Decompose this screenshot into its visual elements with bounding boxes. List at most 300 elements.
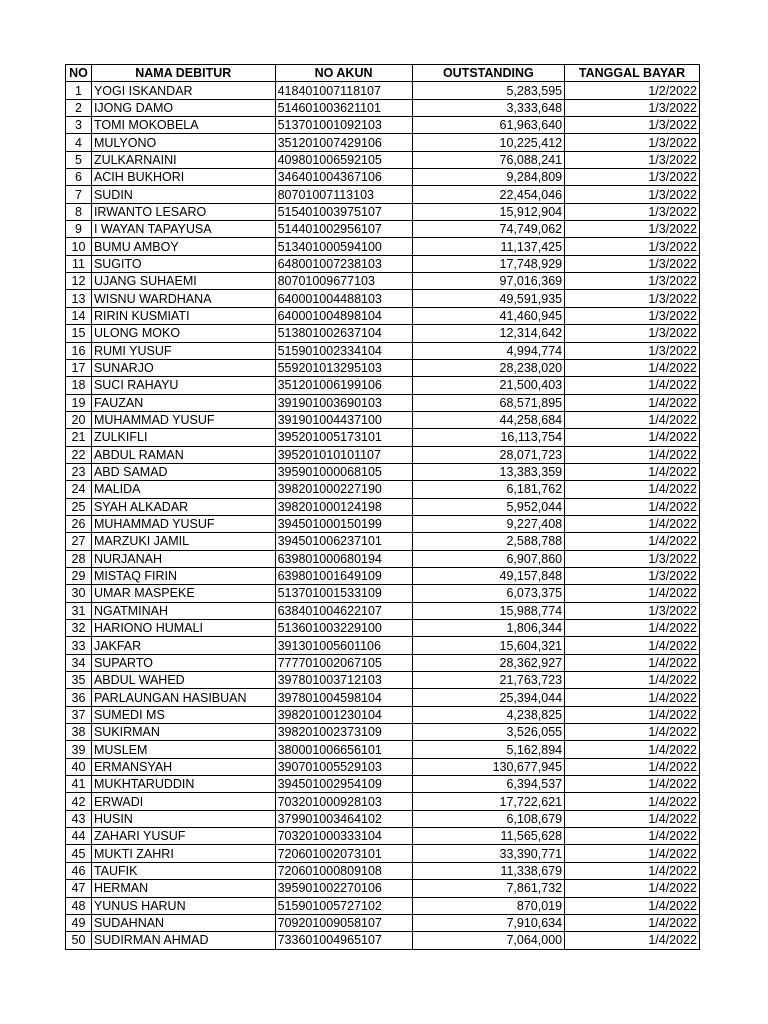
cell-no: 10 [66, 238, 92, 255]
cell-outstanding: 9,227,408 [412, 515, 565, 532]
header-nama-debitur: NAMA DEBITUR [91, 65, 275, 82]
cell-tanggal-bayar: 1/4/2022 [565, 845, 700, 862]
cell-no-akun: 733601004965107 [275, 932, 412, 949]
table-row [66, 117, 700, 134]
cell-outstanding: 49,157,848 [412, 567, 565, 584]
table-row [66, 481, 700, 498]
cell-no-akun: 514401002956107 [275, 221, 412, 238]
cell-no-akun: 391301005601106 [275, 637, 412, 654]
table-row [66, 290, 700, 307]
cell-outstanding: 76,088,241 [412, 151, 565, 168]
cell-no: 32 [66, 620, 92, 637]
cell-no: 37 [66, 706, 92, 723]
cell-no-akun: 513801002637104 [275, 325, 412, 342]
cell-outstanding: 3,333,648 [412, 99, 565, 116]
cell-nama-debitur: ZULKARNAINI [91, 151, 275, 168]
cell-tanggal-bayar: 1/4/2022 [565, 828, 700, 845]
cell-no: 40 [66, 758, 92, 775]
cell-no-akun: 380001006656101 [275, 741, 412, 758]
cell-tanggal-bayar: 1/3/2022 [565, 325, 700, 342]
cell-outstanding: 7,064,000 [412, 932, 565, 949]
cell-nama-debitur: TAUFIK [91, 862, 275, 879]
cell-no-akun: 391901003690103 [275, 394, 412, 411]
cell-no: 22 [66, 446, 92, 463]
cell-no: 41 [66, 776, 92, 793]
table-row [66, 810, 700, 827]
cell-outstanding: 68,571,895 [412, 394, 565, 411]
cell-outstanding: 7,910,634 [412, 914, 565, 931]
table-row [66, 724, 700, 741]
cell-nama-debitur: SYAH ALKADAR [91, 498, 275, 515]
cell-tanggal-bayar: 1/4/2022 [565, 724, 700, 741]
cell-no-akun: 390701005529103 [275, 758, 412, 775]
cell-no: 20 [66, 411, 92, 428]
header-row [66, 65, 700, 82]
cell-outstanding: 44,258,684 [412, 411, 565, 428]
table-row [66, 273, 700, 290]
cell-no-akun: 346401004367106 [275, 169, 412, 186]
cell-tanggal-bayar: 1/4/2022 [565, 411, 700, 428]
cell-tanggal-bayar: 1/4/2022 [565, 776, 700, 793]
cell-no: 25 [66, 498, 92, 515]
cell-no: 38 [66, 724, 92, 741]
table-row [66, 620, 700, 637]
cell-no-akun: 513601003229100 [275, 620, 412, 637]
cell-tanggal-bayar: 1/3/2022 [565, 221, 700, 238]
cell-nama-debitur: MISTAQ FIRIN [91, 567, 275, 584]
cell-tanggal-bayar: 1/2/2022 [565, 82, 700, 99]
cell-tanggal-bayar: 1/4/2022 [565, 793, 700, 810]
cell-no-akun: 515401003975107 [275, 203, 412, 220]
cell-no: 12 [66, 273, 92, 290]
cell-nama-debitur: HARIONO HUMALI [91, 620, 275, 637]
cell-outstanding: 17,748,929 [412, 255, 565, 272]
cell-nama-debitur: SUNARJO [91, 359, 275, 376]
cell-outstanding: 5,162,894 [412, 741, 565, 758]
cell-no-akun: 397801003712103 [275, 672, 412, 689]
table-row [66, 914, 700, 931]
cell-outstanding: 6,181,762 [412, 481, 565, 498]
cell-no: 47 [66, 880, 92, 897]
cell-nama-debitur: BUMU AMBOY [91, 238, 275, 255]
cell-tanggal-bayar: 1/3/2022 [565, 169, 700, 186]
cell-nama-debitur: MARZUKI JAMIL [91, 533, 275, 550]
cell-outstanding: 16,113,754 [412, 429, 565, 446]
cell-outstanding: 6,907,860 [412, 550, 565, 567]
cell-outstanding: 15,604,321 [412, 637, 565, 654]
cell-no: 35 [66, 672, 92, 689]
table-row [66, 411, 700, 428]
cell-outstanding: 49,591,935 [412, 290, 565, 307]
cell-nama-debitur: HUSIN [91, 810, 275, 827]
cell-no-akun: 395201005173101 [275, 429, 412, 446]
cell-no: 34 [66, 654, 92, 671]
cell-no: 33 [66, 637, 92, 654]
cell-no-akun: 720601002073101 [275, 845, 412, 862]
cell-tanggal-bayar: 1/4/2022 [565, 914, 700, 931]
cell-outstanding: 6,108,679 [412, 810, 565, 827]
cell-tanggal-bayar: 1/4/2022 [565, 446, 700, 463]
cell-nama-debitur: YOGI ISKANDAR [91, 82, 275, 99]
cell-tanggal-bayar: 1/3/2022 [565, 151, 700, 168]
cell-no: 49 [66, 914, 92, 931]
cell-tanggal-bayar: 1/4/2022 [565, 758, 700, 775]
table-row [66, 186, 700, 203]
cell-no: 14 [66, 307, 92, 324]
cell-no: 3 [66, 117, 92, 134]
cell-tanggal-bayar: 1/3/2022 [565, 255, 700, 272]
table-row [66, 585, 700, 602]
table-row [66, 758, 700, 775]
cell-no: 50 [66, 932, 92, 949]
cell-nama-debitur: MUHAMMAD YUSUF [91, 411, 275, 428]
table-row [66, 515, 700, 532]
cell-nama-debitur: ZAHARI YUSUF [91, 828, 275, 845]
cell-tanggal-bayar: 1/4/2022 [565, 377, 700, 394]
cell-tanggal-bayar: 1/4/2022 [565, 880, 700, 897]
cell-nama-debitur: ABDUL RAMAN [91, 446, 275, 463]
cell-nama-debitur: RUMI YUSUF [91, 342, 275, 359]
cell-nama-debitur: WISNU WARDHANA [91, 290, 275, 307]
cell-no: 4 [66, 134, 92, 151]
cell-outstanding: 11,338,679 [412, 862, 565, 879]
table-row [66, 637, 700, 654]
table-row [66, 134, 700, 151]
cell-tanggal-bayar: 1/4/2022 [565, 463, 700, 480]
cell-outstanding: 5,952,044 [412, 498, 565, 515]
cell-no-akun: 639801000680194 [275, 550, 412, 567]
cell-no-akun: 638401004622107 [275, 602, 412, 619]
cell-no-akun: 559201013295103 [275, 359, 412, 376]
cell-nama-debitur: I WAYAN TAPAYUSA [91, 221, 275, 238]
cell-tanggal-bayar: 1/4/2022 [565, 706, 700, 723]
cell-tanggal-bayar: 1/3/2022 [565, 307, 700, 324]
cell-no-akun: 395901000068105 [275, 463, 412, 480]
cell-nama-debitur: SUDIN [91, 186, 275, 203]
cell-no-akun: 394501000150199 [275, 515, 412, 532]
cell-no: 23 [66, 463, 92, 480]
table-row [66, 255, 700, 272]
cell-no: 36 [66, 689, 92, 706]
table-row [66, 776, 700, 793]
table-row [66, 169, 700, 186]
cell-nama-debitur: MULYONO [91, 134, 275, 151]
cell-tanggal-bayar: 1/4/2022 [565, 932, 700, 949]
cell-no-akun: 720601000809108 [275, 862, 412, 879]
cell-no: 31 [66, 602, 92, 619]
cell-no: 29 [66, 567, 92, 584]
cell-no: 30 [66, 585, 92, 602]
cell-tanggal-bayar: 1/3/2022 [565, 290, 700, 307]
cell-no: 46 [66, 862, 92, 879]
cell-no-akun: 640001004488103 [275, 290, 412, 307]
cell-nama-debitur: ERMANSYAH [91, 758, 275, 775]
cell-nama-debitur: SUPARTO [91, 654, 275, 671]
cell-outstanding: 97,016,369 [412, 273, 565, 290]
table-row [66, 654, 700, 671]
table-row [66, 672, 700, 689]
cell-outstanding: 11,565,628 [412, 828, 565, 845]
cell-outstanding: 7,861,732 [412, 880, 565, 897]
cell-outstanding: 1,806,344 [412, 620, 565, 637]
cell-no: 7 [66, 186, 92, 203]
cell-nama-debitur: ABD SAMAD [91, 463, 275, 480]
table-row [66, 307, 700, 324]
cell-no-akun: 515901005727102 [275, 897, 412, 914]
cell-outstanding: 2,588,788 [412, 533, 565, 550]
cell-tanggal-bayar: 1/4/2022 [565, 533, 700, 550]
table-row [66, 741, 700, 758]
table-row [66, 706, 700, 723]
cell-no: 1 [66, 82, 92, 99]
table-row [66, 463, 700, 480]
cell-tanggal-bayar: 1/4/2022 [565, 515, 700, 532]
cell-no-akun: 640001004898104 [275, 307, 412, 324]
cell-tanggal-bayar: 1/3/2022 [565, 550, 700, 567]
table-row [66, 151, 700, 168]
cell-no: 21 [66, 429, 92, 446]
cell-outstanding: 12,314,642 [412, 325, 565, 342]
cell-no-akun: 395201010101107 [275, 446, 412, 463]
table-row [66, 203, 700, 220]
cell-no-akun: 394501006237101 [275, 533, 412, 550]
cell-outstanding: 6,394,537 [412, 776, 565, 793]
cell-outstanding: 21,500,403 [412, 377, 565, 394]
table-row [66, 394, 700, 411]
cell-tanggal-bayar: 1/4/2022 [565, 689, 700, 706]
cell-tanggal-bayar: 1/3/2022 [565, 203, 700, 220]
cell-no: 42 [66, 793, 92, 810]
cell-nama-debitur: SUCI RAHAYU [91, 377, 275, 394]
cell-no: 5 [66, 151, 92, 168]
cell-no: 27 [66, 533, 92, 550]
cell-outstanding: 28,238,020 [412, 359, 565, 376]
cell-nama-debitur: MUHAMMAD YUSUF [91, 515, 275, 532]
cell-outstanding: 6,073,375 [412, 585, 565, 602]
cell-nama-debitur: MALIDA [91, 481, 275, 498]
table-row [66, 880, 700, 897]
cell-tanggal-bayar: 1/3/2022 [565, 342, 700, 359]
cell-no-akun: 514601003621101 [275, 99, 412, 116]
cell-outstanding: 3,526,055 [412, 724, 565, 741]
cell-no-akun: 398201000227190 [275, 481, 412, 498]
cell-no-akun: 351201006199106 [275, 377, 412, 394]
cell-outstanding: 15,988,774 [412, 602, 565, 619]
cell-nama-debitur: IJONG DAMO [91, 99, 275, 116]
cell-nama-debitur: ABDUL WAHED [91, 672, 275, 689]
cell-nama-debitur: JAKFAR [91, 637, 275, 654]
cell-tanggal-bayar: 1/4/2022 [565, 897, 700, 914]
cell-outstanding: 9,284,809 [412, 169, 565, 186]
table-row [66, 793, 700, 810]
table-row [66, 498, 700, 515]
cell-no: 15 [66, 325, 92, 342]
cell-outstanding: 28,071,723 [412, 446, 565, 463]
cell-nama-debitur: YUNUS HARUN [91, 897, 275, 914]
header-no-akun: NO AKUN [275, 65, 412, 82]
cell-no-akun: 351201007429106 [275, 134, 412, 151]
header-tanggal-bayar: TANGGAL BAYAR [565, 65, 700, 82]
header-no: NO [66, 65, 92, 82]
cell-tanggal-bayar: 1/3/2022 [565, 134, 700, 151]
cell-outstanding: 4,994,774 [412, 342, 565, 359]
debtor-table [65, 64, 700, 950]
cell-tanggal-bayar: 1/4/2022 [565, 620, 700, 637]
cell-no-akun: 515901002334104 [275, 342, 412, 359]
cell-outstanding: 130,677,945 [412, 758, 565, 775]
cell-nama-debitur: ERWADI [91, 793, 275, 810]
table-row [66, 342, 700, 359]
cell-no: 44 [66, 828, 92, 845]
cell-tanggal-bayar: 1/3/2022 [565, 602, 700, 619]
cell-no-akun: 379901003464102 [275, 810, 412, 827]
table-row [66, 828, 700, 845]
cell-tanggal-bayar: 1/4/2022 [565, 498, 700, 515]
cell-no-akun: 394501002954109 [275, 776, 412, 793]
cell-nama-debitur: SUDAHNAN [91, 914, 275, 931]
cell-tanggal-bayar: 1/4/2022 [565, 359, 700, 376]
cell-outstanding: 13,383,359 [412, 463, 565, 480]
cell-outstanding: 33,390,771 [412, 845, 565, 862]
cell-outstanding: 74,749,062 [412, 221, 565, 238]
table-row [66, 689, 700, 706]
cell-nama-debitur: NGATMINAH [91, 602, 275, 619]
cell-outstanding: 41,460,945 [412, 307, 565, 324]
cell-no: 2 [66, 99, 92, 116]
cell-tanggal-bayar: 1/4/2022 [565, 810, 700, 827]
cell-no-akun: 709201009058107 [275, 914, 412, 931]
cell-no-akun: 398201001230104 [275, 706, 412, 723]
cell-no-akun: 777701002067105 [275, 654, 412, 671]
cell-tanggal-bayar: 1/4/2022 [565, 862, 700, 879]
cell-no-akun: 703201000333104 [275, 828, 412, 845]
cell-outstanding: 17,722,621 [412, 793, 565, 810]
cell-nama-debitur: UJANG SUHAEMI [91, 273, 275, 290]
cell-nama-debitur: MUSLEM [91, 741, 275, 758]
cell-outstanding: 870,019 [412, 897, 565, 914]
cell-nama-debitur: MUKHTARUDDIN [91, 776, 275, 793]
cell-nama-debitur: UMAR MASPEKE [91, 585, 275, 602]
cell-tanggal-bayar: 1/3/2022 [565, 99, 700, 116]
cell-nama-debitur: PARLAUNGAN HASIBUAN [91, 689, 275, 706]
cell-no-akun: 703201000928103 [275, 793, 412, 810]
cell-nama-debitur: ULONG MOKO [91, 325, 275, 342]
cell-nama-debitur: ZULKIFLI [91, 429, 275, 446]
cell-tanggal-bayar: 1/4/2022 [565, 672, 700, 689]
cell-no: 26 [66, 515, 92, 532]
table-row [66, 325, 700, 342]
table-row [66, 221, 700, 238]
cell-no-akun: 391901004437100 [275, 411, 412, 428]
cell-no: 48 [66, 897, 92, 914]
cell-nama-debitur: ACIH BUKHORI [91, 169, 275, 186]
cell-no: 28 [66, 550, 92, 567]
cell-no: 11 [66, 255, 92, 272]
header-outstanding: OUTSTANDING [412, 65, 565, 82]
cell-no-akun: 397801004598104 [275, 689, 412, 706]
cell-tanggal-bayar: 1/3/2022 [565, 186, 700, 203]
table-row [66, 845, 700, 862]
table-row [66, 377, 700, 394]
cell-no-akun: 513701001092103 [275, 117, 412, 134]
cell-no: 16 [66, 342, 92, 359]
cell-no: 6 [66, 169, 92, 186]
cell-outstanding: 25,394,044 [412, 689, 565, 706]
cell-tanggal-bayar: 1/4/2022 [565, 394, 700, 411]
cell-no: 9 [66, 221, 92, 238]
table-row [66, 602, 700, 619]
cell-no-akun: 639801001649109 [275, 567, 412, 584]
cell-tanggal-bayar: 1/4/2022 [565, 741, 700, 758]
cell-no-akun: 398201000124198 [275, 498, 412, 515]
cell-tanggal-bayar: 1/4/2022 [565, 637, 700, 654]
cell-nama-debitur: MUKTI ZAHRI [91, 845, 275, 862]
cell-no-akun: 80701009677103 [275, 273, 412, 290]
table-row [66, 82, 700, 99]
cell-outstanding: 21,763,723 [412, 672, 565, 689]
table-row [66, 99, 700, 116]
table-row [66, 862, 700, 879]
cell-nama-debitur: SUMEDI MS [91, 706, 275, 723]
table-row [66, 932, 700, 949]
cell-tanggal-bayar: 1/3/2022 [565, 117, 700, 134]
cell-nama-debitur: RIRIN KUSMIATI [91, 307, 275, 324]
cell-outstanding: 4,238,825 [412, 706, 565, 723]
cell-no-akun: 648001007238103 [275, 255, 412, 272]
cell-no: 13 [66, 290, 92, 307]
cell-outstanding: 15,912,904 [412, 203, 565, 220]
cell-no: 17 [66, 359, 92, 376]
table-body [66, 82, 700, 949]
cell-tanggal-bayar: 1/3/2022 [565, 273, 700, 290]
cell-outstanding: 61,963,640 [412, 117, 565, 134]
cell-no-akun: 513401000594100 [275, 238, 412, 255]
cell-tanggal-bayar: 1/4/2022 [565, 654, 700, 671]
cell-tanggal-bayar: 1/4/2022 [565, 429, 700, 446]
cell-outstanding: 11,137,425 [412, 238, 565, 255]
cell-no: 19 [66, 394, 92, 411]
cell-outstanding: 28,362,927 [412, 654, 565, 671]
cell-nama-debitur: SUKIRMAN [91, 724, 275, 741]
cell-tanggal-bayar: 1/4/2022 [565, 585, 700, 602]
cell-outstanding: 10,225,412 [412, 134, 565, 151]
cell-nama-debitur: IRWANTO LESARO [91, 203, 275, 220]
cell-tanggal-bayar: 1/3/2022 [565, 238, 700, 255]
cell-no-akun: 409801006592105 [275, 151, 412, 168]
cell-no-akun: 80701007113103 [275, 186, 412, 203]
cell-nama-debitur: SUGITO [91, 255, 275, 272]
cell-nama-debitur: HERMAN [91, 880, 275, 897]
table-row [66, 359, 700, 376]
cell-no-akun: 398201002373109 [275, 724, 412, 741]
cell-nama-debitur: FAUZAN [91, 394, 275, 411]
table-row [66, 533, 700, 550]
cell-nama-debitur: NURJANAH [91, 550, 275, 567]
cell-no-akun: 418401007118107 [275, 82, 412, 99]
cell-tanggal-bayar: 1/4/2022 [565, 481, 700, 498]
cell-outstanding: 5,283,595 [412, 82, 565, 99]
table-row [66, 238, 700, 255]
cell-no: 18 [66, 377, 92, 394]
cell-no-akun: 395901002270106 [275, 880, 412, 897]
cell-no: 43 [66, 810, 92, 827]
cell-no: 8 [66, 203, 92, 220]
cell-no: 24 [66, 481, 92, 498]
table-row [66, 897, 700, 914]
cell-no: 45 [66, 845, 92, 862]
table-row [66, 446, 700, 463]
cell-nama-debitur: TOMI MOKOBELA [91, 117, 275, 134]
